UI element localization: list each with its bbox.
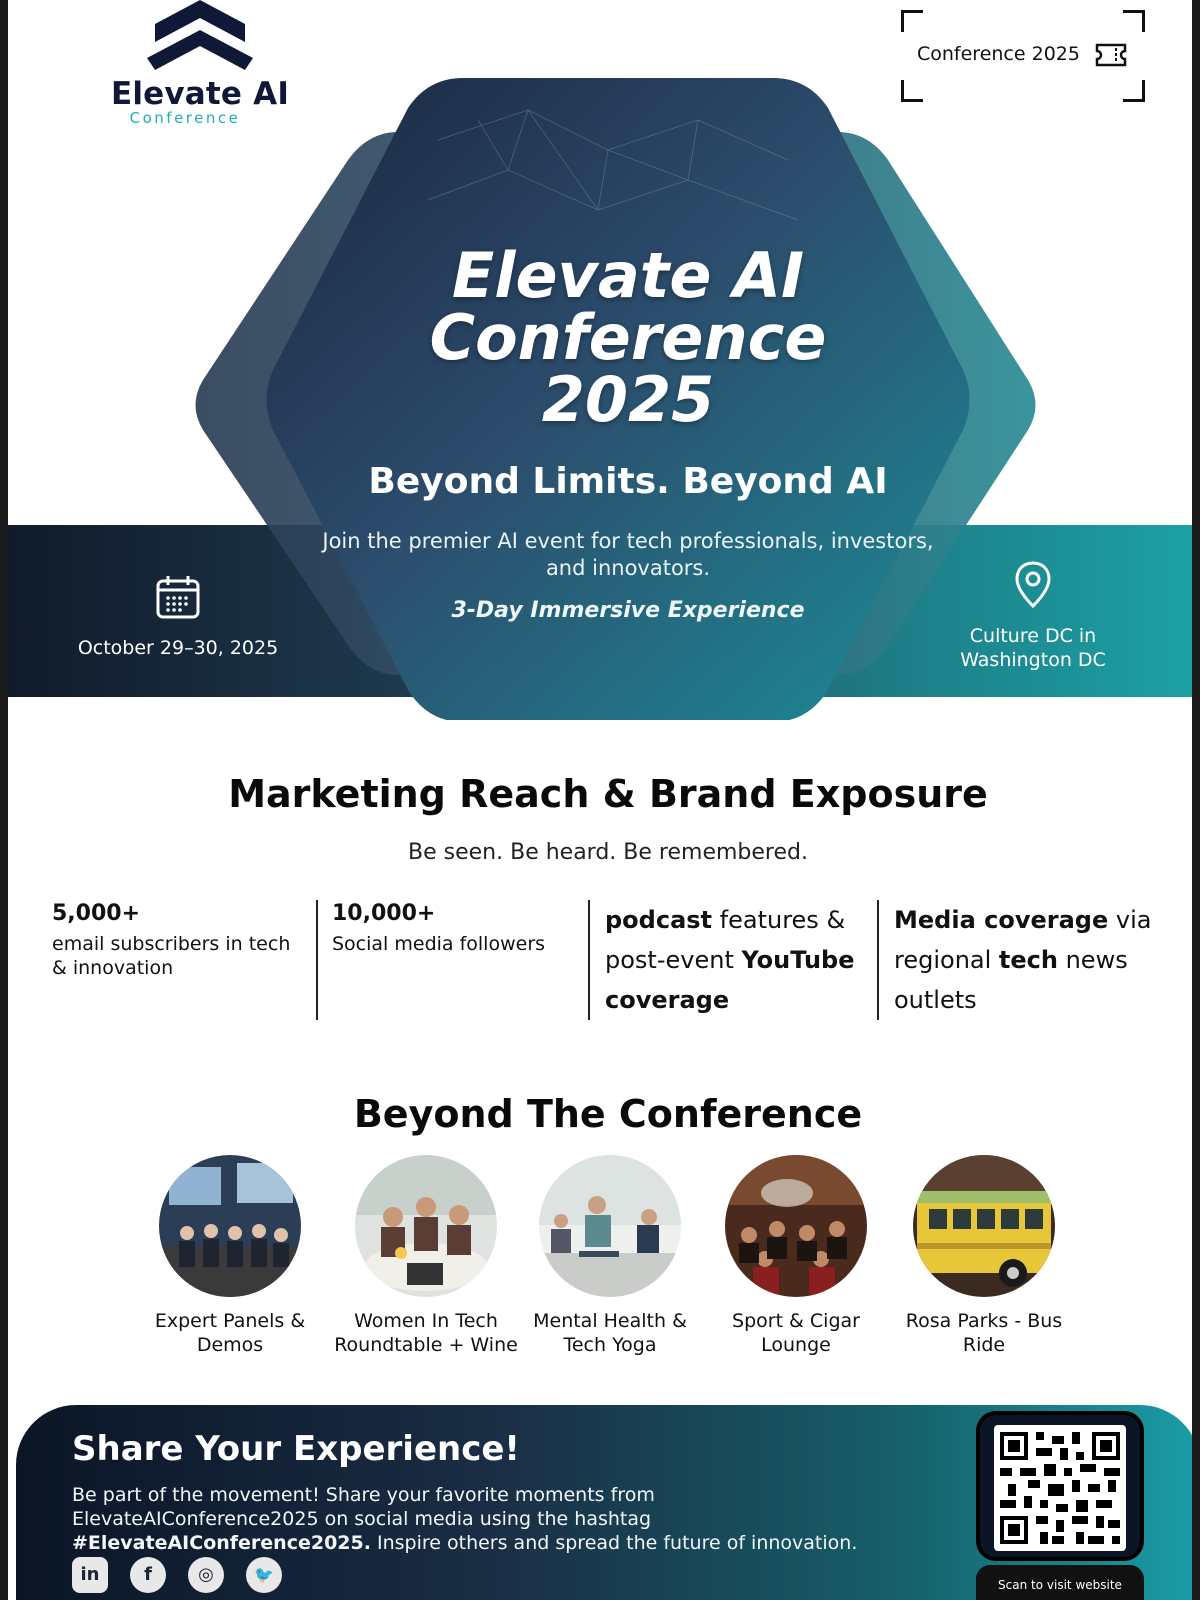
event-location (928, 560, 1138, 672)
footer-text: Be part of the movement! Share your favorite moments from ElevateAIConference2025 on social media using the hashtag #ElevateAIConference2025. Inspire others and spread the future of innovation. (72, 1484, 858, 1554)
activity-item (130, 1155, 330, 1357)
hero-description: Join the premier AI event for tech professionals, investors, and innovators. (322, 529, 934, 580)
footer-title: Share Your Experience! (72, 1429, 520, 1469)
date-label: October 29–30, 2025 (77, 637, 279, 659)
divider (316, 900, 318, 1020)
qr-caption: Scan to visit website (976, 1565, 1144, 1600)
activity-item (884, 1155, 1084, 1357)
activity-label: Expert Panels & Demos (154, 1310, 306, 1356)
event-date (58, 573, 298, 659)
cigar-lounge-photo (725, 1155, 867, 1297)
women-in-tech-photo (355, 1155, 497, 1297)
facebook-icon[interactable]: f (130, 1557, 166, 1593)
hero-tagline: Beyond Limits. Beyond AI (368, 461, 888, 502)
activity-item (510, 1155, 710, 1357)
hero-title: Elevate AI Conference 2025 (429, 239, 827, 436)
share-footer (16, 1405, 1200, 1600)
location-label: Culture DC in Washington DC (960, 625, 1106, 671)
marketing-subtitle: Be seen. Be heard. Be remembered. (408, 840, 808, 865)
marketing-title: Marketing Reach & Brand Exposure (228, 772, 988, 816)
linkedin-icon[interactable]: in (72, 1557, 108, 1593)
activity-label: Mental Health & Tech Yoga (533, 1310, 687, 1356)
bus-photo (913, 1155, 1055, 1297)
calendar-icon (154, 573, 202, 621)
stat-podcast (605, 900, 870, 1020)
stat-social (332, 900, 582, 1020)
divider (588, 900, 590, 1020)
instagram-icon[interactable]: ◎ (188, 1557, 224, 1593)
qr-code[interactable] (994, 1425, 1126, 1551)
stat-media (894, 900, 1164, 1020)
activity-label: Sport & Cigar Lounge (732, 1310, 860, 1356)
stat-label: Social media followers (332, 933, 546, 955)
stat-label: email subscribers in tech & innovation (52, 933, 291, 979)
activity-item (696, 1155, 896, 1357)
podcast-text: podcast features & post-event YouTube coverage (605, 906, 855, 1014)
media-text: Media coverage via regional tech news outlets (894, 906, 1152, 1014)
badge-label: Conference 2025 (917, 43, 1080, 65)
logo-subtitle: Conference (129, 109, 241, 127)
twitter-icon[interactable]: 🐦 (246, 1557, 282, 1593)
map-pin-icon (1013, 560, 1053, 610)
qr-code-frame[interactable] (976, 1411, 1144, 1561)
activity-item (326, 1155, 526, 1357)
qr-code-icon (1000, 1431, 1120, 1545)
divider (877, 900, 879, 1020)
hero-experience: 3-Day Immersive Experience (451, 598, 805, 623)
activity-label: Women In Tech Roundtable + Wine (334, 1310, 518, 1356)
expert-panels-photo (159, 1155, 301, 1297)
stat-email (52, 900, 302, 1020)
logo-title: Elevate AI (110, 76, 290, 112)
stat-number: 10,000+ (332, 901, 436, 926)
activity-label: Rosa Parks - Bus Ride (905, 1310, 1063, 1356)
yoga-photo (539, 1155, 681, 1297)
beyond-title: Beyond The Conference (353, 1092, 863, 1136)
stat-number: 5,000+ (52, 901, 141, 926)
